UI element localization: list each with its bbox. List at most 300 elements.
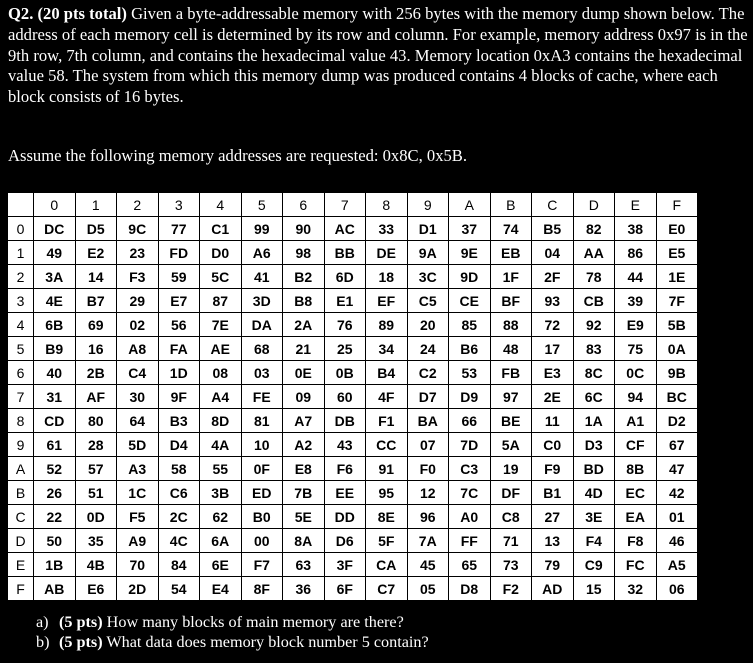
memory-cell: 21 — [283, 337, 325, 361]
memory-cell: 6A — [200, 529, 242, 553]
memory-cell: A4 — [200, 385, 242, 409]
memory-cell: 42 — [656, 481, 698, 505]
memory-cell: 3F — [324, 553, 366, 577]
row-header: 4 — [8, 313, 34, 337]
memory-cell: AC — [324, 217, 366, 241]
memory-cell: 77 — [158, 217, 200, 241]
memory-cell: AA — [573, 241, 615, 265]
memory-cell: A8 — [117, 337, 159, 361]
row-header: B — [8, 481, 34, 505]
memory-cell: 4A — [200, 433, 242, 457]
memory-cell: 7A — [407, 529, 449, 553]
memory-cell: 49 — [34, 241, 76, 265]
memory-cell: 66 — [449, 409, 491, 433]
row-header: 9 — [8, 433, 34, 457]
memory-cell: 33 — [366, 217, 408, 241]
memory-cell: 30 — [117, 385, 159, 409]
memory-cell: 40 — [34, 361, 76, 385]
memory-cell: C0 — [532, 433, 574, 457]
memory-cell: D4 — [158, 433, 200, 457]
memory-cell: 86 — [615, 241, 657, 265]
row-header: C — [8, 505, 34, 529]
memory-cell: BE — [490, 409, 532, 433]
column-header: A — [449, 193, 491, 217]
question-label: Q2. (20 pts total) — [8, 4, 127, 23]
memory-cell: CF — [615, 433, 657, 457]
memory-row — [8, 361, 698, 385]
memory-cell: 7E — [200, 313, 242, 337]
sub-question-points: (5 pts) — [59, 613, 103, 631]
memory-cell: E6 — [75, 577, 117, 601]
memory-cell: 87 — [200, 289, 242, 313]
memory-cell: 68 — [241, 337, 283, 361]
memory-cell: E8 — [283, 457, 325, 481]
memory-cell: B5 — [532, 217, 574, 241]
memory-row — [8, 457, 698, 481]
memory-cell: F4 — [573, 529, 615, 553]
memory-row — [8, 505, 698, 529]
memory-cell: 06 — [656, 577, 698, 601]
memory-cell: 43 — [324, 433, 366, 457]
memory-cell: DA — [241, 313, 283, 337]
memory-row — [8, 553, 698, 577]
memory-cell: 5E — [283, 505, 325, 529]
memory-cell: 0C — [615, 361, 657, 385]
memory-cell: 96 — [407, 505, 449, 529]
column-header: 7 — [324, 193, 366, 217]
memory-cell: A6 — [241, 241, 283, 265]
memory-cell: 01 — [656, 505, 698, 529]
memory-cell: B9 — [34, 337, 76, 361]
memory-cell: 74 — [490, 217, 532, 241]
memory-cell: 1B — [34, 553, 76, 577]
memory-cell: 76 — [324, 313, 366, 337]
memory-cell: 9A — [407, 241, 449, 265]
memory-cell: 2A — [283, 313, 325, 337]
memory-cell: 13 — [532, 529, 574, 553]
memory-cell: 4C — [158, 529, 200, 553]
memory-cell: D6 — [324, 529, 366, 553]
memory-cell: CE — [449, 289, 491, 313]
memory-cell: A0 — [449, 505, 491, 529]
memory-cell: 5F — [366, 529, 408, 553]
memory-cell: 8A — [283, 529, 325, 553]
memory-cell: 2B — [75, 361, 117, 385]
memory-cell: 8F — [241, 577, 283, 601]
column-header: 1 — [75, 193, 117, 217]
memory-cell: 81 — [241, 409, 283, 433]
row-header: E — [8, 553, 34, 577]
row-header: 5 — [8, 337, 34, 361]
memory-cell: 57 — [75, 457, 117, 481]
memory-cell: 29 — [117, 289, 159, 313]
memory-dump-table-container — [7, 192, 698, 597]
memory-cell: B7 — [75, 289, 117, 313]
memory-cell: 0E — [283, 361, 325, 385]
memory-cell: 51 — [75, 481, 117, 505]
memory-cell: 2C — [158, 505, 200, 529]
memory-cell: 97 — [490, 385, 532, 409]
memory-cell: 71 — [490, 529, 532, 553]
memory-cell: DB — [324, 409, 366, 433]
memory-row — [8, 337, 698, 361]
memory-cell: FE — [241, 385, 283, 409]
memory-cell: 19 — [490, 457, 532, 481]
column-header: 8 — [366, 193, 408, 217]
memory-cell: EE — [324, 481, 366, 505]
memory-cell: 28 — [75, 433, 117, 457]
memory-cell: F5 — [117, 505, 159, 529]
memory-cell: 41 — [241, 265, 283, 289]
memory-cell: 0B — [324, 361, 366, 385]
row-header: 3 — [8, 289, 34, 313]
memory-cell: 38 — [615, 217, 657, 241]
memory-cell: CA — [366, 553, 408, 577]
memory-cell: 27 — [532, 505, 574, 529]
memory-cell: 55 — [200, 457, 242, 481]
row-header: A — [8, 457, 34, 481]
memory-cell: E7 — [158, 289, 200, 313]
memory-cell: 8E — [366, 505, 408, 529]
memory-cell: 50 — [34, 529, 76, 553]
memory-row — [8, 313, 698, 337]
memory-cell: 2E — [532, 385, 574, 409]
memory-cell: F6 — [324, 457, 366, 481]
memory-cell: 25 — [324, 337, 366, 361]
memory-cell: C6 — [158, 481, 200, 505]
memory-cell: F3 — [117, 265, 159, 289]
memory-cell: 65 — [449, 553, 491, 577]
memory-cell: 1E — [656, 265, 698, 289]
memory-cell: E1 — [324, 289, 366, 313]
memory-cell: FB — [490, 361, 532, 385]
memory-cell: 20 — [407, 313, 449, 337]
sub-question-text: How many blocks of main memory are there? — [102, 613, 404, 631]
memory-cell: 39 — [615, 289, 657, 313]
memory-cell: 04 — [532, 241, 574, 265]
memory-cell: 59 — [158, 265, 200, 289]
memory-cell: 92 — [573, 313, 615, 337]
memory-cell: D0 — [200, 241, 242, 265]
sub-question — [36, 612, 429, 632]
memory-cell: 6C — [573, 385, 615, 409]
memory-cell: 94 — [615, 385, 657, 409]
memory-cell: 9E — [449, 241, 491, 265]
memory-cell: AF — [75, 385, 117, 409]
memory-cell: CB — [573, 289, 615, 313]
memory-cell: B2 — [283, 265, 325, 289]
memory-cell: D8 — [449, 577, 491, 601]
row-header: 0 — [8, 217, 34, 241]
memory-cell: 89 — [366, 313, 408, 337]
row-header: D — [8, 529, 34, 553]
memory-cell: 7D — [449, 433, 491, 457]
memory-dump-table — [7, 192, 698, 601]
memory-row — [8, 217, 698, 241]
memory-cell: C1 — [200, 217, 242, 241]
sub-question-points: (5 pts) — [59, 633, 103, 651]
memory-cell: 80 — [75, 409, 117, 433]
memory-cell: 03 — [241, 361, 283, 385]
memory-cell: 62 — [200, 505, 242, 529]
memory-cell: BC — [656, 385, 698, 409]
memory-cell: F7 — [241, 553, 283, 577]
memory-cell: 64 — [117, 409, 159, 433]
memory-cell: 9C — [117, 217, 159, 241]
column-header: 0 — [34, 193, 76, 217]
memory-cell: C2 — [407, 361, 449, 385]
sub-question-text: What data does memory block number 5 contain? — [102, 633, 429, 651]
memory-cell: E9 — [615, 313, 657, 337]
memory-cell: 6B — [34, 313, 76, 337]
memory-cell: B8 — [283, 289, 325, 313]
memory-cell: 10 — [241, 433, 283, 457]
memory-cell: 7F — [656, 289, 698, 313]
memory-cell: 8D — [200, 409, 242, 433]
memory-row — [8, 529, 698, 553]
memory-cell: 6F — [324, 577, 366, 601]
memory-cell: E3 — [532, 361, 574, 385]
memory-cell: 05 — [407, 577, 449, 601]
memory-cell: 1D — [158, 361, 200, 385]
column-header: 2 — [117, 193, 159, 217]
memory-cell: B1 — [532, 481, 574, 505]
memory-cell: D1 — [407, 217, 449, 241]
memory-cell: 4F — [366, 385, 408, 409]
memory-cell: E0 — [656, 217, 698, 241]
memory-cell: 63 — [283, 553, 325, 577]
memory-cell: 3A — [34, 265, 76, 289]
memory-cell: 6E — [200, 553, 242, 577]
memory-cell: A7 — [283, 409, 325, 433]
row-header: F — [8, 577, 34, 601]
memory-cell: 02 — [117, 313, 159, 337]
memory-cell: 8C — [573, 361, 615, 385]
memory-cell: 8B — [615, 457, 657, 481]
memory-cell: C9 — [573, 553, 615, 577]
memory-cell: 47 — [656, 457, 698, 481]
memory-cell: DC — [34, 217, 76, 241]
memory-cell: 53 — [449, 361, 491, 385]
memory-cell: 56 — [158, 313, 200, 337]
memory-cell: AD — [532, 577, 574, 601]
memory-row — [8, 241, 698, 265]
memory-cell: 24 — [407, 337, 449, 361]
memory-cell: 73 — [490, 553, 532, 577]
column-header: 4 — [200, 193, 242, 217]
memory-cell: E2 — [75, 241, 117, 265]
memory-cell: A2 — [283, 433, 325, 457]
memory-cell: 35 — [75, 529, 117, 553]
memory-cell: F8 — [615, 529, 657, 553]
memory-cell: 1C — [117, 481, 159, 505]
memory-cell: EA — [615, 505, 657, 529]
memory-cell: 6D — [324, 265, 366, 289]
column-header: 6 — [283, 193, 325, 217]
memory-cell: 91 — [366, 457, 408, 481]
memory-cell: 4D — [573, 481, 615, 505]
memory-cell: 09 — [283, 385, 325, 409]
memory-cell: 22 — [34, 505, 76, 529]
column-header: C — [532, 193, 574, 217]
memory-row — [8, 265, 698, 289]
memory-cell: 45 — [407, 553, 449, 577]
sub-question — [36, 632, 429, 652]
memory-cell: 07 — [407, 433, 449, 457]
memory-cell: 14 — [75, 265, 117, 289]
column-header: E — [615, 193, 657, 217]
memory-cell: 3D — [241, 289, 283, 313]
memory-cell: DE — [366, 241, 408, 265]
memory-cell: E4 — [200, 577, 242, 601]
memory-row — [8, 385, 698, 409]
memory-row — [8, 577, 698, 601]
memory-cell: F9 — [532, 457, 574, 481]
memory-cell: F1 — [366, 409, 408, 433]
memory-cell: 69 — [75, 313, 117, 337]
memory-cell: B3 — [158, 409, 200, 433]
memory-cell: D3 — [573, 433, 615, 457]
memory-cell: 44 — [615, 265, 657, 289]
memory-cell: 93 — [532, 289, 574, 313]
memory-cell: 17 — [532, 337, 574, 361]
memory-cell: C5 — [407, 289, 449, 313]
memory-cell: 08 — [200, 361, 242, 385]
row-header: 6 — [8, 361, 34, 385]
memory-cell: C4 — [117, 361, 159, 385]
memory-cell: EF — [366, 289, 408, 313]
memory-cell: 3C — [407, 265, 449, 289]
column-header: D — [573, 193, 615, 217]
memory-cell: 72 — [532, 313, 574, 337]
sub-question-tag: b) — [36, 633, 50, 651]
memory-cell: C7 — [366, 577, 408, 601]
memory-cell: 90 — [283, 217, 325, 241]
memory-cell: 95 — [366, 481, 408, 505]
memory-cell: 70 — [117, 553, 159, 577]
memory-cell: 36 — [283, 577, 325, 601]
memory-row — [8, 409, 698, 433]
memory-row — [8, 289, 698, 313]
assumption-text: Assume the following memory addresses are requested: 0x8C, 0x5B. — [8, 146, 468, 165]
memory-cell: 67 — [656, 433, 698, 457]
memory-cell: F2 — [490, 577, 532, 601]
memory-cell: 23 — [117, 241, 159, 265]
memory-cell: CD — [34, 409, 76, 433]
memory-cell: 83 — [573, 337, 615, 361]
memory-cell: 26 — [34, 481, 76, 505]
memory-cell: ED — [241, 481, 283, 505]
row-header: 7 — [8, 385, 34, 409]
memory-cell: BF — [490, 289, 532, 313]
memory-cell: 85 — [449, 313, 491, 337]
memory-cell: BD — [573, 457, 615, 481]
memory-cell: 2D — [117, 577, 159, 601]
memory-cell: 84 — [158, 553, 200, 577]
memory-cell: 4B — [75, 553, 117, 577]
column-header: 9 — [407, 193, 449, 217]
memory-cell: 46 — [656, 529, 698, 553]
memory-cell: 52 — [34, 457, 76, 481]
memory-cell: 18 — [366, 265, 408, 289]
memory-cell: 98 — [283, 241, 325, 265]
memory-cell: A9 — [117, 529, 159, 553]
memory-cell: 61 — [34, 433, 76, 457]
memory-cell: 0D — [75, 505, 117, 529]
memory-cell: D5 — [75, 217, 117, 241]
memory-cell: 3E — [573, 505, 615, 529]
memory-cell: DD — [324, 505, 366, 529]
row-header: 2 — [8, 265, 34, 289]
memory-cell: D9 — [449, 385, 491, 409]
question-text — [8, 4, 750, 108]
memory-cell: 15 — [573, 577, 615, 601]
memory-cell: BA — [407, 409, 449, 433]
memory-cell: AB — [34, 577, 76, 601]
memory-cell: 4E — [34, 289, 76, 313]
memory-cell: EC — [615, 481, 657, 505]
memory-cell: D7 — [407, 385, 449, 409]
column-header: B — [490, 193, 532, 217]
memory-cell: AE — [200, 337, 242, 361]
memory-cell: A1 — [615, 409, 657, 433]
sub-question-tag: a) — [36, 613, 49, 631]
memory-cell: A5 — [656, 553, 698, 577]
memory-cell: 3B — [200, 481, 242, 505]
memory-cell: D2 — [656, 409, 698, 433]
memory-cell: C3 — [449, 457, 491, 481]
memory-cell: 5B — [656, 313, 698, 337]
memory-cell: 7B — [283, 481, 325, 505]
memory-cell: 1F — [490, 265, 532, 289]
memory-cell: B4 — [366, 361, 408, 385]
memory-cell: 0F — [241, 457, 283, 481]
column-header: 3 — [158, 193, 200, 217]
memory-cell: 0A — [656, 337, 698, 361]
memory-cell: 2F — [532, 265, 574, 289]
memory-cell: 12 — [407, 481, 449, 505]
question-body: Given a byte-addressable memory with 256 bytes with the memory dump shown below. The address of each memory cell is determined by its row and column. For example, memory address 0x97 is in the 9th row, 7th column, and contains the hexadecimal value 43. Memory location 0xA3 contains the hexadecimal value 58. The system from which this memory dump was produced contains 4 blocks of cache, where each block consists of 16 bytes. — [8, 4, 748, 107]
memory-cell: 1A — [573, 409, 615, 433]
memory-cell: 34 — [366, 337, 408, 361]
memory-cell: 00 — [241, 529, 283, 553]
memory-cell: B6 — [449, 337, 491, 361]
memory-row — [8, 433, 698, 457]
memory-cell: 82 — [573, 217, 615, 241]
memory-cell: 5A — [490, 433, 532, 457]
column-header: F — [656, 193, 698, 217]
memory-cell: E5 — [656, 241, 698, 265]
memory-cell: BB — [324, 241, 366, 265]
memory-cell: 75 — [615, 337, 657, 361]
memory-cell: 79 — [532, 553, 574, 577]
memory-cell: C8 — [490, 505, 532, 529]
memory-cell: 60 — [324, 385, 366, 409]
memory-cell: 9D — [449, 265, 491, 289]
row-header: 1 — [8, 241, 34, 265]
memory-cell: 32 — [615, 577, 657, 601]
memory-cell: 9B — [656, 361, 698, 385]
memory-cell: 5C — [200, 265, 242, 289]
column-header-row — [8, 193, 698, 217]
sub-questions — [36, 612, 429, 652]
memory-cell: 11 — [532, 409, 574, 433]
memory-cell: 31 — [34, 385, 76, 409]
memory-cell: 16 — [75, 337, 117, 361]
memory-cell: B0 — [241, 505, 283, 529]
memory-cell: FF — [449, 529, 491, 553]
memory-cell: EB — [490, 241, 532, 265]
